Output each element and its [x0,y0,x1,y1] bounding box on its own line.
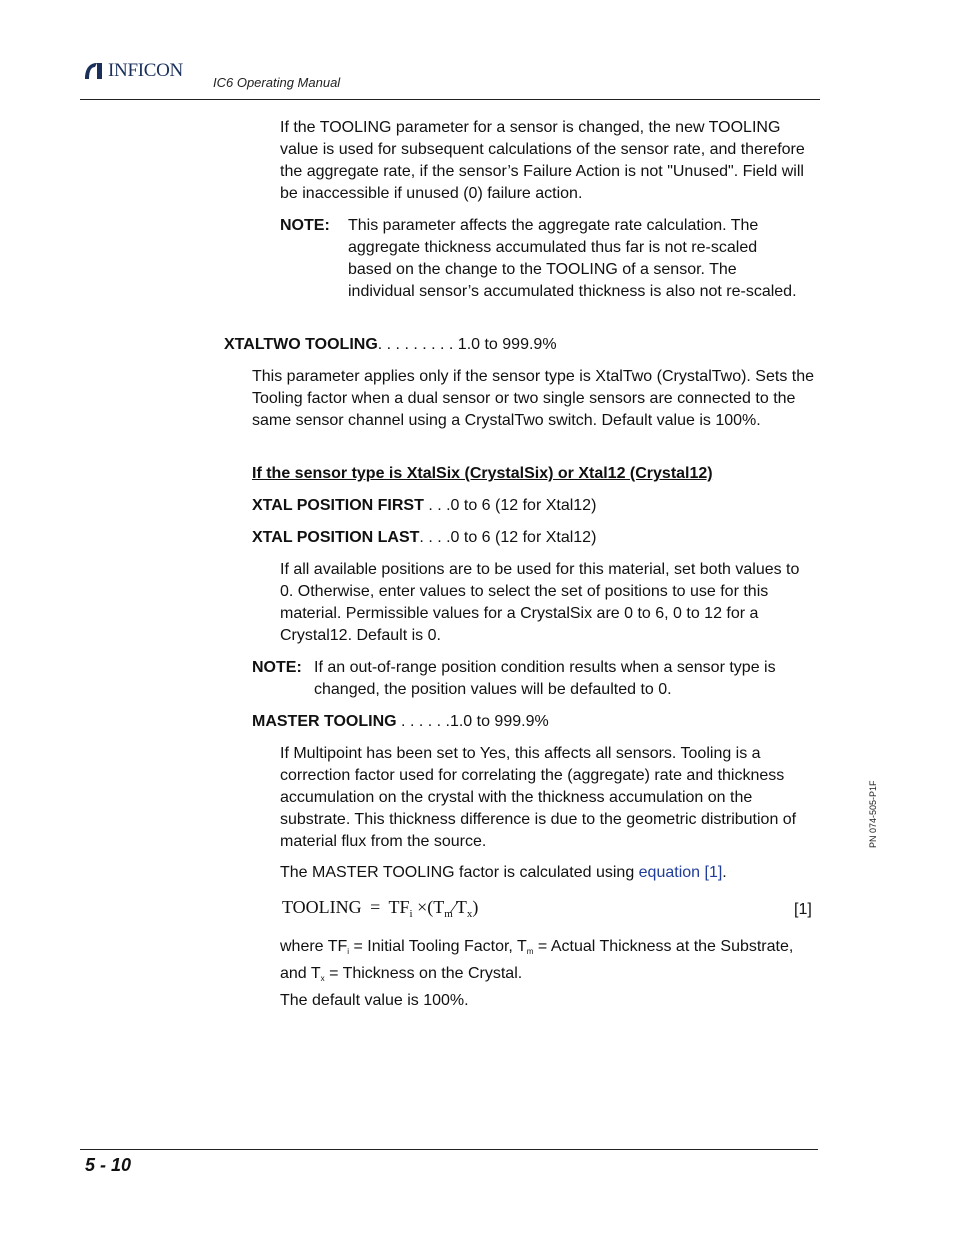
leader-dots: . . . . [419,529,451,546]
calc-text: The MASTER TOOLING factor is calculated using [280,864,639,881]
calc-text-end: . [722,864,727,881]
equation-number: [1] [794,901,812,918]
eq-sub-i: i [409,908,413,920]
page-number: 5 - 10 [85,1155,132,1175]
def-text: = Initial Tooling Factor, T [349,938,527,955]
param-name: XTAL POSITION LAST [252,529,420,546]
xtal-position-first-param [252,495,814,517]
param-range: 1.0 to 999.9% [449,713,549,730]
eq-tf: TF [388,897,410,917]
eq-close: ) [472,897,479,917]
eq-slash: ⁄ [452,897,456,917]
eq-lhs: TOOLING [282,897,362,917]
def-text: where TF [280,938,348,955]
brand-name: INFICON [108,60,183,81]
param-range: 1.0 to 999.9% [457,336,557,353]
param-range: 0 to 6 (12 for Xtal12) [450,529,597,546]
xtalsix-subheading: If the sensor type is XtalSix (CrystalSix) or Xtal12 (Crystal12) [252,465,713,482]
note-text: This parameter affects the aggregate rate calculation. The aggregate thickness accumulated thus far is not re-scaled based on the change to the TOOLING of a sensor. The individual sensor’s accumulated thickness is also not re-scaled. [348,217,797,300]
positions-text: If all available positions are to be used for this material, set both values to 0. Otherwise, enter values to select the set of positions to use for this material. Permissible values for a CrystalSix are 0 to 6, 0 to 12 for a Crystal12. Default is 0. [280,561,800,644]
part-number-code: PN 074-505-P1F [868,780,878,848]
def-sub-i: i [347,947,350,956]
footer-rule [80,1149,818,1150]
master-tooling-param [252,711,814,733]
positions-paragraph [280,559,815,647]
default-value-paragraph: The default value is 100%. [280,992,469,1009]
header-rule [80,99,820,100]
multipoint-paragraph [280,743,815,853]
leader-dots: . . . . . . . . . [377,336,454,353]
tooling-change-paragraph [280,117,815,205]
master-tooling-calc-paragraph [280,862,815,884]
eq-sub-m: m [444,908,453,920]
param-name: XTALTWO TOOLING [224,336,378,353]
def-sub-m: m [526,947,534,956]
tooling-change-text: If the TOOLING parameter for a sensor is changed, the new TOOLING value is used for subsequent calculations of the sensor rate, and therefore the aggregate rate, if the sensor’s Failure Action is not "Unused". Field will be inaccessible if unused (0) failure action. [280,119,805,202]
eq-sub-x: x [466,908,473,920]
xtaltwo-paragraph [252,366,814,432]
equation-link[interactable]: equation [1] [638,864,723,881]
note-label: NOTE: [280,217,330,234]
document-title: IC6 Operating Manual [213,75,341,90]
leader-dots: . . . . . . [401,713,450,730]
leader-dots: . . . [428,497,451,514]
xtal-position-last-param [252,527,814,549]
param-range: 0 to 6 (12 for Xtal12) [450,497,597,514]
xtaltwo-tooling-param [224,334,814,356]
note-text: If an out-of-range position condition results when a sensor type is changed, the position values will be defaulted to 0. [314,659,776,698]
eq-open: (T [427,897,445,917]
equation-definitions [280,936,815,990]
inficon-logo [82,58,183,84]
param-name: MASTER TOOLING [252,713,397,730]
eq-equals: = [370,897,381,917]
def-sub-x: x [320,974,325,983]
inficon-logo-icon [82,59,106,83]
xtaltwo-text: This parameter applies only if the sensor type is XtalTwo (CrystalTwo). Sets the Tooling factor when a dual sensor or two single sensors are connected to the same sensor channel using a CrystalTwo switch. Default value is 100%. [252,368,815,429]
param-name: XTAL POSITION FIRST [252,497,424,514]
multipoint-text: If Multipoint has been set to Yes, this affects all sensors. Tooling is a correction factor used for correlating the (aggregate) rate and thickness accumulation on the crystal with the thickness accumulation on the substrate. This thickness difference is due to the geometric distribution of material flux from the source. [280,745,797,850]
note-aggregate-rate [280,215,810,303]
def-text: = Thickness on the Crystal. [324,965,523,982]
eq-t: T [455,897,467,917]
def-text: = Actual Thickness at the Substrate, and T [280,938,794,982]
eq-times: × [417,897,428,917]
note-out-of-range [252,657,814,701]
note-label: NOTE: [252,659,302,676]
tooling-equation [282,897,478,920]
